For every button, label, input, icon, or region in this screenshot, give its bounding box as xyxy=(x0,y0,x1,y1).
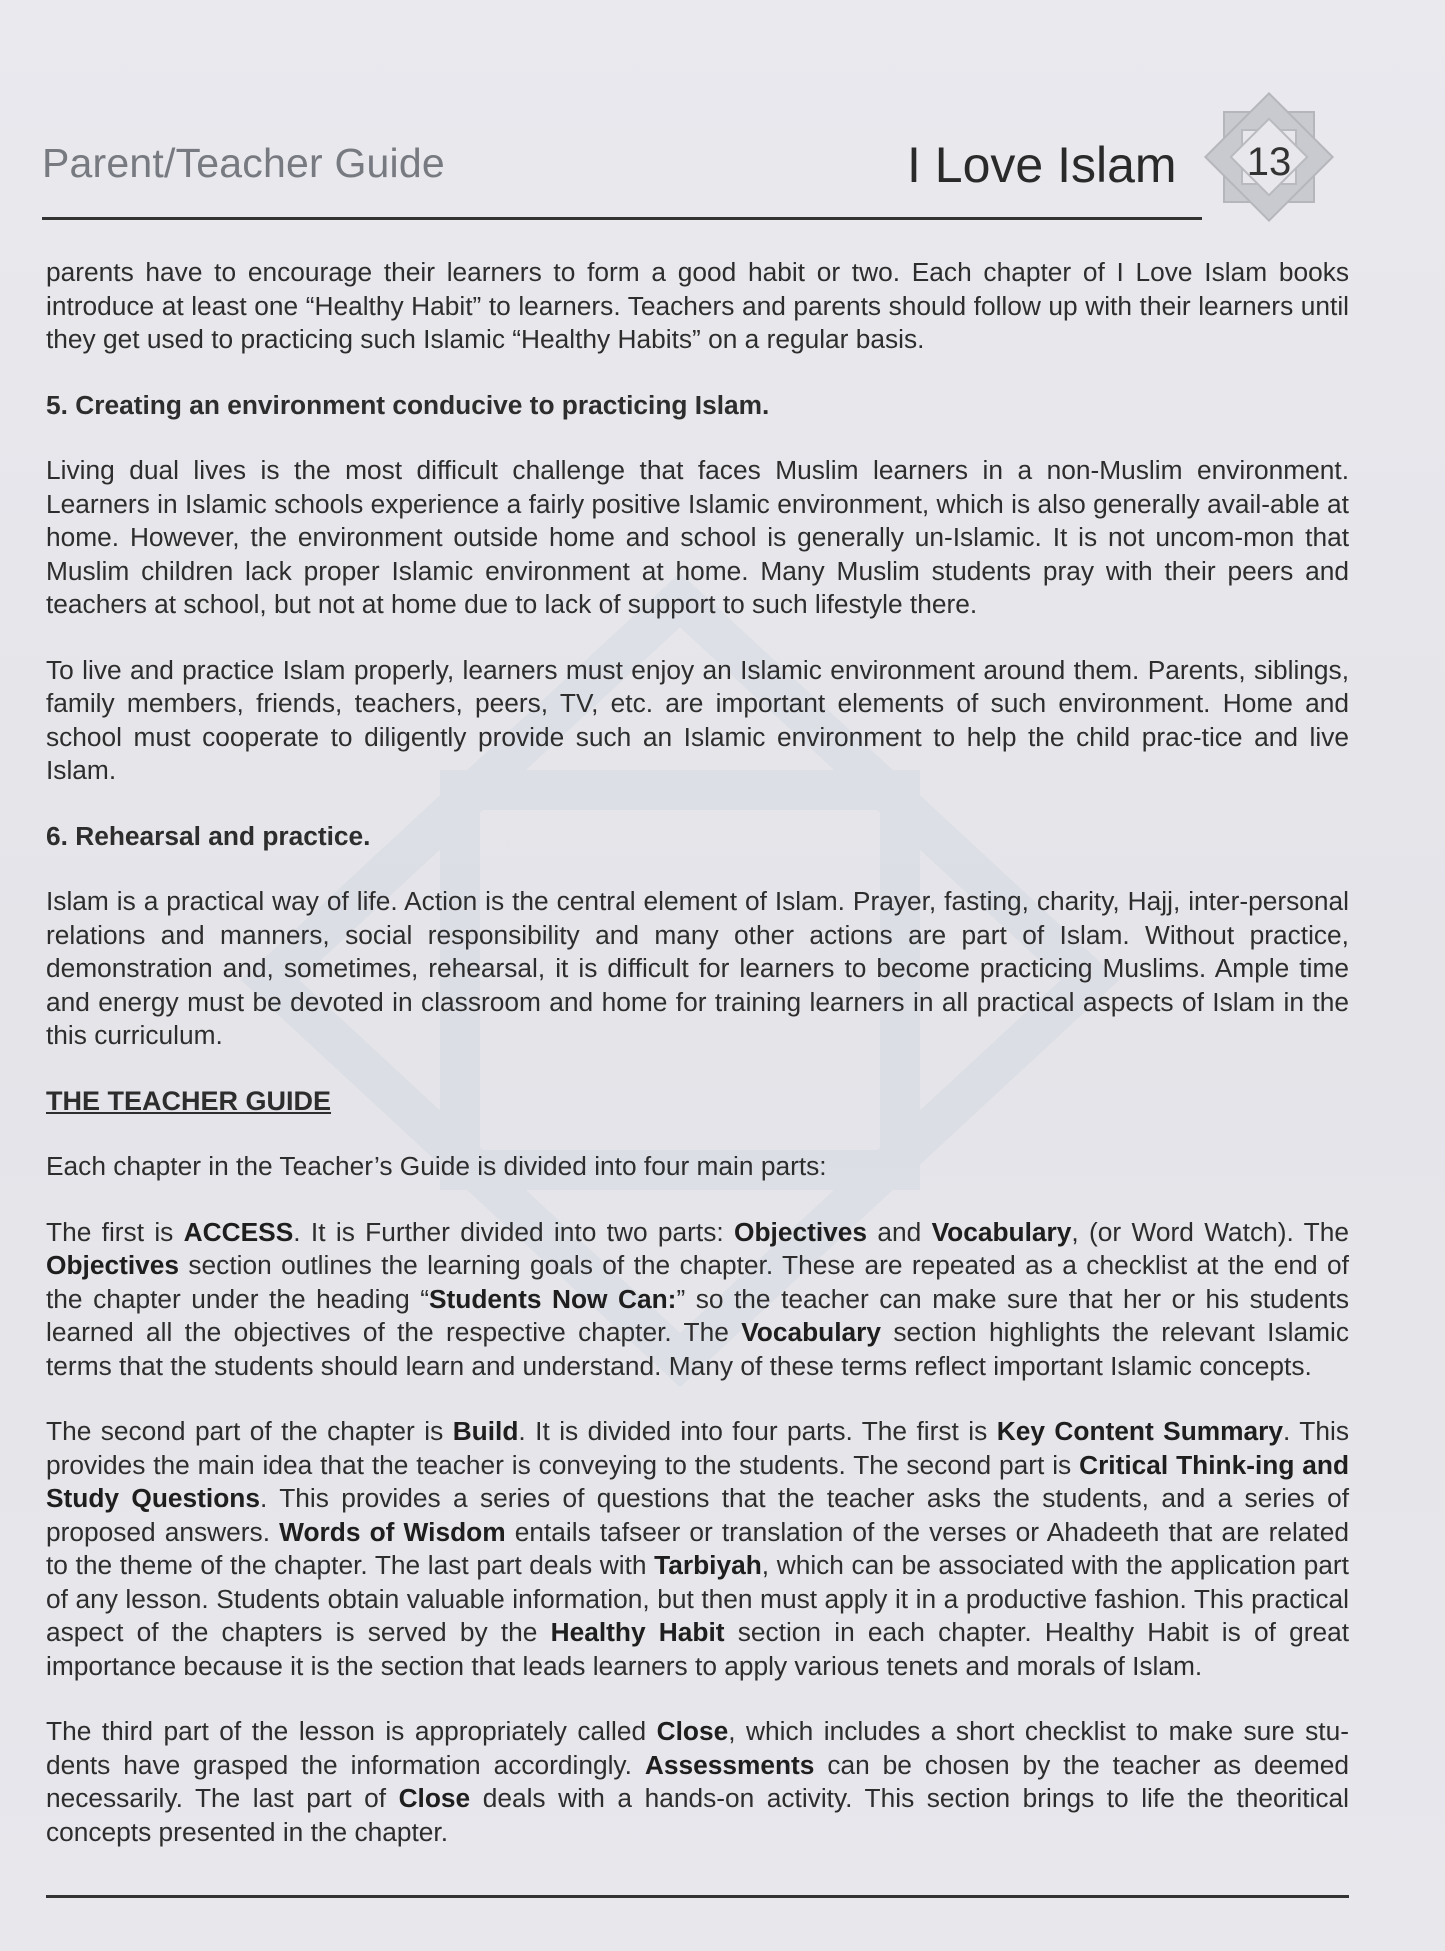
teacher-guide-title: THE TEACHER GUIDE xyxy=(46,1085,332,1116)
book-title: I Love Islam xyxy=(907,137,1177,193)
section-5-heading: 5. Creating an environment conducive to practicing Islam. xyxy=(46,389,770,420)
section-5-paragraph-1: Living dual lives is the most difficult challenge that faces Muslim learners in a non-Muslim environment. Learners in Islamic schools experience a fairly positive Islamic environment, which is also generally avail-able at home. However, the environment outside home and school is generally un-Islamic. It is not uncom-mon that Muslim children lack proper Islamic environment at home. Many Muslim students pray with their peers and teachers at school, but not at home due to lack of support to such lifestyle there. xyxy=(46,455,1349,619)
page-number: 13 xyxy=(1246,140,1292,184)
intro-paragraph: parents have to encourage their learners to form a good habit or two. Each chapter of I Love Islam books introduce at least one “Healthy Habit” to learners. Teachers and parents should follow up with their learners until they get used to practicing such Islamic “Healthy Habits” on a regular basis. xyxy=(46,257,1349,354)
footer-divider xyxy=(46,1895,1349,1898)
section-5-paragraph-2: To live and practice Islam properly, learners must enjoy an Islamic environment around them. Parents, siblings, family members, friends, teachers, peers, TV, etc. are important elements of such environment. Home and school must cooperate to diligently provide such an Islamic environment to help the child prac-tice and live Islam. xyxy=(46,654,1349,785)
build-paragraph: The second part of the chapter is Build. It is divided into four parts. The first is Key Content Summary. This provides the main idea that the teacher is conveying to the students. The second part is Critical Think-ing and Study Questions. This provides a series of questions that the teacher asks the students, and a series of proposed answers. Words of Wisdom entails tafseer or translation of the verses or Ahadeeth that are related to the theme of the chapter. The last part deals with Tarbiyah, which can be associated with the application part of any lesson. Students obtain valuable information, but then must apply it in a productive fashion. This practical aspect of the chapters is served by the Healthy Habit section in each chapter. Healthy Habit is of great importance because it is the section that leads learners to apply various tenets and morals of Islam. xyxy=(46,1416,1350,1681)
teacher-guide-intro: Each chapter in the Teacher’s Guide is divided into four main parts: xyxy=(46,1151,827,1181)
section-6-heading: 6. Rehearsal and practice. xyxy=(46,820,371,851)
close-paragraph: The third part of the lesson is appropriately called Close, which includes a short checklist to make sure stu-dents have grasped the information accordingly. Assessments can be chosen by the teacher as deemed necessarily. The last part of Close deals with a hands-on activity. This section brings to life the theoritical concepts presented in the chapter. xyxy=(46,1716,1349,1847)
main-content xyxy=(46,256,1349,1849)
access-paragraph: The first is ACCESS. It is Further divided into two parts: Objectives and Vocabulary, (or Word Watch). The Objectives section outlines the learning goals of the chapter. These are repeated as a checklist at the end of the chapter under the heading “Students Now Can:” so the teacher can make sure that her or his students learned all the objectives of the respective chapter. The Vocabulary section highlights the relevant Islamic terms that the students should learn and understand. Many of these terms reflect important Islamic concepts. xyxy=(46,1216,1349,1381)
section-6-paragraph: Islam is a practical way of life. Action is the central element of Islam. Prayer, fasting, charity, Hajj, inter-personal relations and manners, social responsibility and many other actions are part of Islam. Without practice, demonstration and, sometimes, rehearsal, it is difficult for learners to become practicing Muslims. Ample time and energy must be devoted in classroom and home for training learners in all practical aspects of Islam in the this curriculum. xyxy=(46,886,1349,1050)
header-divider xyxy=(42,217,1202,220)
guide-title: Parent/Teacher Guide xyxy=(42,140,445,186)
